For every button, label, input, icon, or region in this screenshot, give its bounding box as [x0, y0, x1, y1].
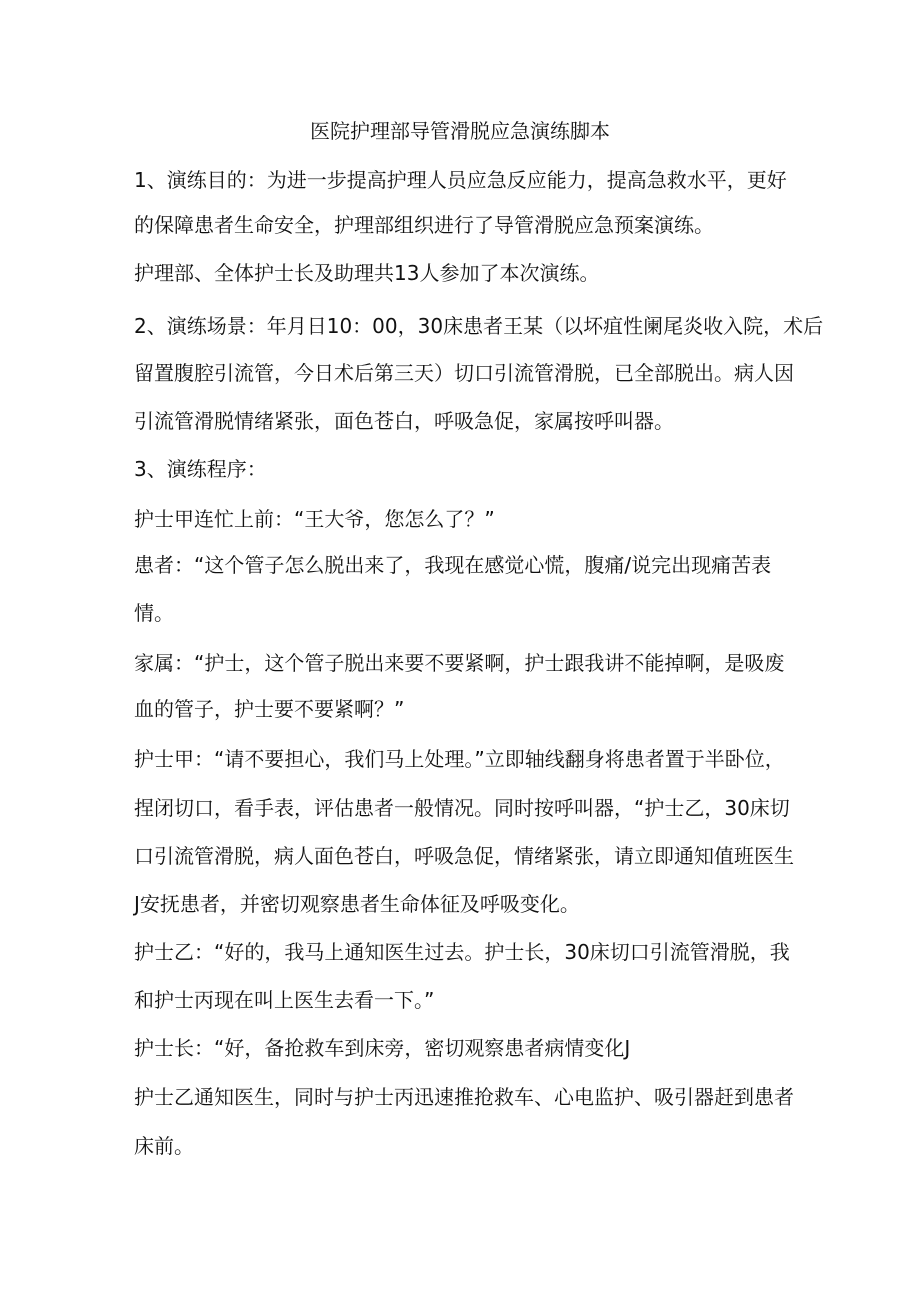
paragraph-line: 留置腹腔引流管，今日术后第三天）切口引流管滑脱，已全部脱出。病人因 — [134, 361, 794, 385]
dialogue-line: 患者：“这个管子怎么脱出来了，我现在感觉心慌，腹痛/说完出现痛苦表 — [134, 553, 772, 577]
paragraph-line: 1、演练目的：为进一步提高护理人员应急反应能力，提高急救水平，更好 — [134, 168, 787, 192]
paragraph-line: 引流管滑脱情绪紧张，面色苍白，呼吸急促，家属按呼叫器。 — [134, 409, 674, 433]
dialogue-line: 护士乙：“好的，我马上通知医生过去。护士长，30床切口引流管滑脱，我 — [134, 940, 790, 964]
dialogue-line: 护士甲连忙上前：“王大爷，您怎么了？” — [134, 507, 495, 531]
dialogue-line: 家属：“护士，这个管子脱出来要不要紧啊，护士跟我讲不能掉啊，是吸废 — [134, 651, 785, 675]
dialogue-line: 和护士丙现在叫上医生去看一下。” — [134, 988, 435, 1012]
dialogue-line: 口引流管滑脱，病人面色苍白，呼吸急促，情绪紧张，请立即通知值班医生 — [134, 844, 794, 868]
dialogue-line: J安抚患者，并密切观察患者生命体征及呼吸变化。 — [134, 892, 580, 916]
paragraph-line: 2、演练场景：年月日10：00，30床患者王某（以坏疽性阑尾炎收入院，术后 — [134, 314, 824, 338]
document-title: 医院护理部导管滑脱应急演练脚本 — [310, 119, 610, 143]
dialogue-line: 血的管子，护士要不要紧啊？” — [134, 697, 405, 721]
dialogue-line: 捏闭切口，看手表，评估患者一般情况。同时按呼叫器，“护士乙，30床切 — [134, 796, 790, 820]
dialogue-line: 护士甲：“请不要担心，我们马上处理。”立即轴线翻身将患者置于半卧位， — [134, 747, 785, 771]
dialogue-line: 情。 — [134, 601, 174, 625]
paragraph-line: 护理部、全体护士长及助理共13人参加了本次演练。 — [134, 261, 600, 285]
paragraph-line: 的保障患者生命安全，护理部组织进行了导管滑脱应急预案演练。 — [134, 213, 714, 237]
section-heading: 3、演练程序： — [134, 457, 267, 481]
dialogue-line: 床前。 — [134, 1134, 194, 1158]
dialogue-line: 护士长：“好，备抢救车到床旁，密切观察患者病情变化J — [134, 1036, 631, 1060]
dialogue-line: 护士乙通知医生，同时与护士丙迅速推抢救车、心电监护、吸引器赶到患者 — [134, 1085, 794, 1109]
